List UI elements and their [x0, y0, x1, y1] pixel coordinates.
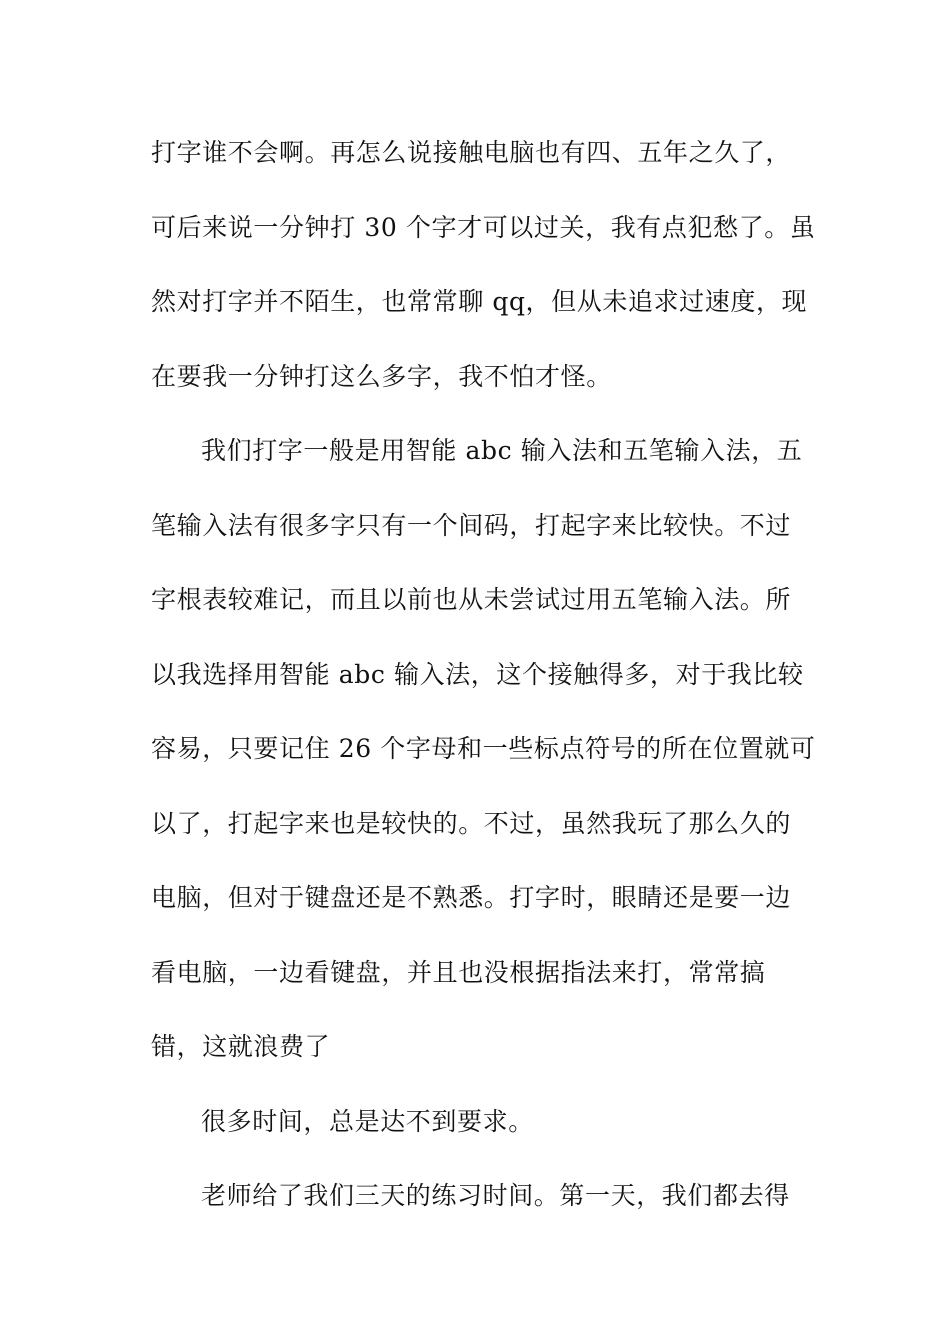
text-line-4: 在要我一分钟打这么多字，我不怕才怪。 [151, 362, 612, 391]
text-line-3: 然对打字并不陌生，也常常聊 qq，但从未追求过速度，现 [151, 287, 808, 316]
text-line-7: 字根表较难记，而且以前也从未尝试过用五笔输入法。所 [151, 585, 792, 614]
text-line-14: 很多时间，总是达不到要求。 [201, 1107, 534, 1136]
text-line-1: 打字谁不会啊。再怎么说接触电脑也有四、五年之久了， [151, 138, 792, 167]
text-line-10: 以了，打起字来也是较快的。不过，虽然我玩了那么久的 [151, 809, 792, 838]
text-line-6: 笔输入法有很多字只有一个间码，打起字来比较快。不过 [151, 511, 792, 540]
text-line-13: 错，这就浪费了 [151, 1032, 331, 1061]
text-line-8: 以我选择用智能 abc 输入法，这个接触得多，对于我比较 [151, 660, 804, 689]
text-line-9: 容易，只要记住 26 个字母和一些标点符号的所在位置就可 [151, 734, 816, 763]
text-line-5: 我们打字一般是用智能 abc 输入法和五笔输入法，五 [201, 436, 803, 465]
text-line-15: 老师给了我们三天的练习时间。第一天，我们都去得 [201, 1181, 790, 1210]
text-line-12: 看电脑，一边看键盘，并且也没根据指法来打，常常搞 [151, 958, 766, 987]
text-line-2: 可后来说一分钟打 30 个字才可以过关，我有点犯愁了。虽 [151, 213, 816, 242]
text-line-11: 电脑，但对于键盘还是不熟悉。打字时，眼睛还是要一边 [151, 883, 792, 912]
